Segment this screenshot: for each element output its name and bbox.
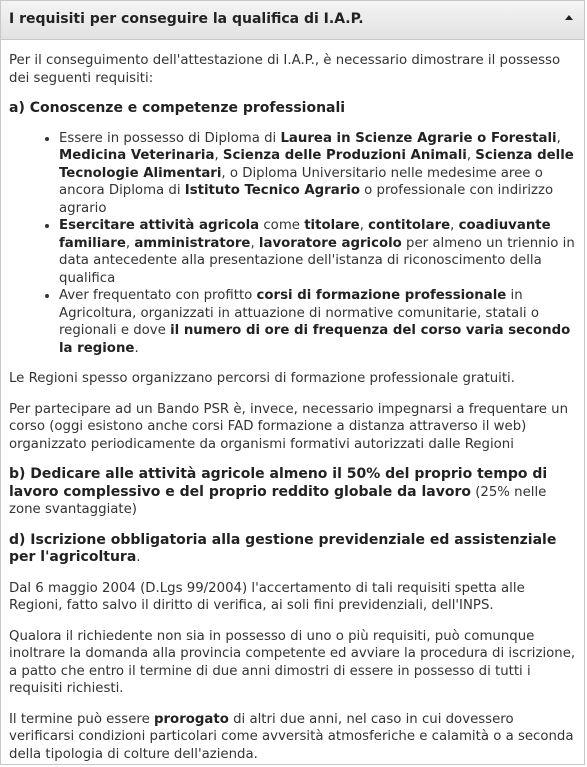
- collapse-arrow-icon[interactable]: [564, 13, 574, 23]
- requirements-list: [9, 130, 576, 358]
- dlgs-paragraph: Dal 6 maggio 2004 (D.Lgs 99/2004) l'accertamento di tali requisiti spetta alle Regioni, fatto salvo il diritto di verifica, ai soli fini previdenziali, dell'INPS.: [9, 580, 525, 613]
- termine-paragraph: Il termine può essere prorogato di altri due anni, nel caso in cui dovessero verificarsi condizioni particolari come avversità atmosferiche e calamità o a seconda della tipologia di colture dell'azienda.: [9, 711, 574, 762]
- bando-paragraph: Per partecipare ad un Bando PSR è, invece, necessario impegnarsi a frequentare un corso (oggi esistono anche corsi FAD formazione a distanza attraverso il web) organizzato periodicamente da organismi formativi autorizzati dalle Regioni: [9, 401, 569, 452]
- section-b-paragraph: b) Dedicare alle attività agricole almeno il 50% del proprio tempo di lavoro complessivo e del proprio reddito globale da lavoro (25% nelle zone svantaggiate): [9, 466, 548, 517]
- panel-title: I requisiti per conseguire la qualifica di I.A.P.: [9, 11, 364, 27]
- section-d-paragraph: d) Iscrizione obbligatoria alla gestione previdenziale ed assistenziale per l'agricoltura.: [9, 531, 557, 565]
- regions-paragraph: Le Regioni spesso organizzano percorsi di formazione professionale gratuiti.: [9, 371, 515, 386]
- list-item: • Essere in possesso di Diploma di Laurea in Scienze Agrarie o Forestali, Medicina Veterinaria, Scienza delle Produzioni Animali, Scienza delle Tecnologie Alimentari, o Diploma Universitario nelle medesime aree o ancora Diploma di Istituto Tecnico Agrario o professionale con indirizzo agrario: [59, 130, 576, 218]
- list-item: • Esercitare attività agricola come titolare, contitolare, coadiuvante familiare, amministratore, lavoratore agricolo per almeno un triennio in data antecedente alla presentazione dell'istanza di riconoscimento della qualifica: [59, 217, 576, 287]
- intro-paragraph: Per il conseguimento dell'attestazione di I.A.P., è necessario dimostrare il possesso dei seguenti requisiti:: [9, 53, 561, 86]
- section-a-heading: a) Conoscenze e competenze professionali: [9, 100, 346, 116]
- qualora-paragraph: Qualora il richiedente non sia in possesso di uno o più requisiti, può comunque inoltrare la domanda alla provincia competente ed avviare la procedura di iscrizione, a patto che entro il termine di due anni dimostri di essere in possesso di tutti i requisiti richiesti.: [9, 628, 576, 696]
- list-item: • Aver frequentato con profitto corsi di formazione professionale in Agricoltura, organizzati in attuazione di normative comunitarie, statali o regionali e dove il numero di ore di frequenza del corso varia secondo la regione.: [59, 287, 576, 357]
- panel-content: [1, 40, 584, 763]
- accordion-header[interactable]: [1, 1, 584, 40]
